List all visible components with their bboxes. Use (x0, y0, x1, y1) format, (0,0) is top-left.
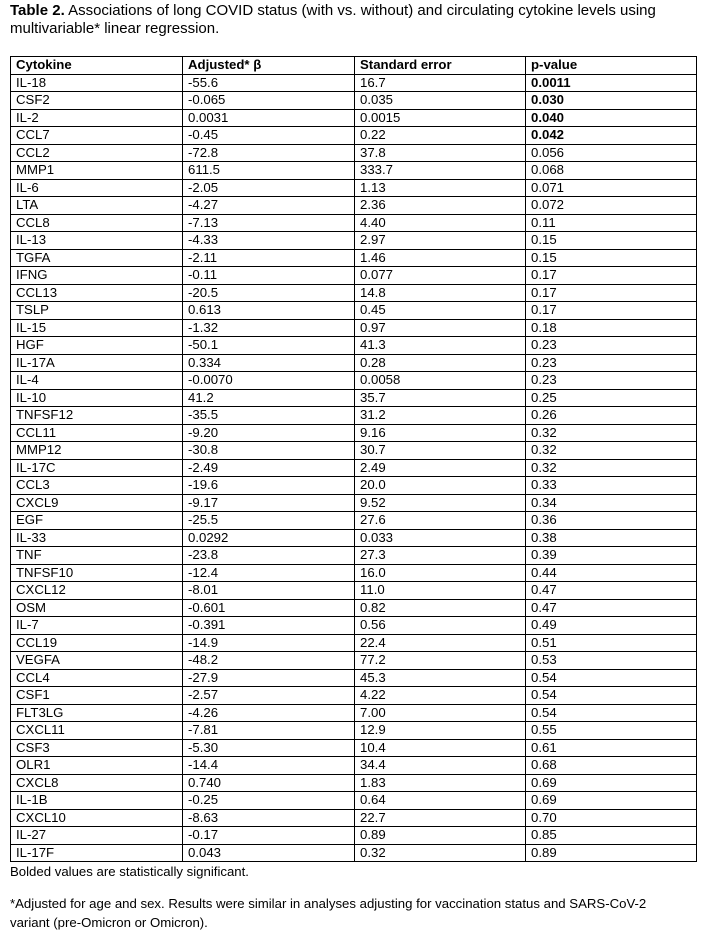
cell-standard-error: 10.4 (355, 739, 526, 757)
cell-standard-error: 16.7 (355, 74, 526, 92)
cell-adjusted-beta: 0.0031 (183, 109, 355, 127)
cell-adjusted-beta: -14.9 (183, 634, 355, 652)
cell-cytokine: MMP12 (11, 442, 183, 460)
cell-adjusted-beta: 41.2 (183, 389, 355, 407)
cell-standard-error: 31.2 (355, 407, 526, 425)
cell-cytokine: CCL13 (11, 284, 183, 302)
cell-p-value: 0.0011 (526, 74, 697, 92)
header-p-value: p-value (526, 57, 697, 75)
cell-standard-error: 27.6 (355, 512, 526, 530)
header-adjusted-beta: Adjusted* β (183, 57, 355, 75)
cell-standard-error: 35.7 (355, 389, 526, 407)
cell-adjusted-beta: -20.5 (183, 284, 355, 302)
cell-standard-error: 77.2 (355, 652, 526, 670)
cell-cytokine: TSLP (11, 302, 183, 320)
table-row (11, 792, 697, 810)
table-row (11, 407, 697, 425)
cell-adjusted-beta: -27.9 (183, 669, 355, 687)
cell-adjusted-beta: -7.13 (183, 214, 355, 232)
cell-p-value: 0.11 (526, 214, 697, 232)
cell-p-value: 0.69 (526, 792, 697, 810)
cell-standard-error: 9.52 (355, 494, 526, 512)
table-row (11, 739, 697, 757)
table-row (11, 617, 697, 635)
cell-p-value: 0.55 (526, 722, 697, 740)
cell-adjusted-beta: -9.17 (183, 494, 355, 512)
cell-cytokine: TNFSF10 (11, 564, 183, 582)
cell-standard-error: 0.0058 (355, 372, 526, 390)
table-row (11, 214, 697, 232)
table-row (11, 827, 697, 845)
cell-cytokine: IL-17C (11, 459, 183, 477)
cell-p-value: 0.040 (526, 109, 697, 127)
cell-p-value: 0.25 (526, 389, 697, 407)
cell-adjusted-beta: -4.33 (183, 232, 355, 250)
cell-standard-error: 1.83 (355, 774, 526, 792)
cell-p-value: 0.47 (526, 582, 697, 600)
cell-p-value: 0.85 (526, 827, 697, 845)
cell-adjusted-beta: -0.391 (183, 617, 355, 635)
cell-adjusted-beta: -2.57 (183, 687, 355, 705)
cell-p-value: 0.32 (526, 424, 697, 442)
cell-cytokine: IL-15 (11, 319, 183, 337)
cell-cytokine: IL-27 (11, 827, 183, 845)
adjustment-footnote: *Adjusted for age and sex. Results were similar in analyses adjusting for vaccination status and SARS-CoV-2 variant (pre-Omicron or Omicron). (10, 896, 647, 930)
cell-adjusted-beta: 0.740 (183, 774, 355, 792)
table-row (11, 529, 697, 547)
table-row (11, 669, 697, 687)
cell-p-value: 0.69 (526, 774, 697, 792)
cell-p-value: 0.38 (526, 529, 697, 547)
cell-p-value: 0.70 (526, 809, 697, 827)
table-row (11, 127, 697, 145)
cell-standard-error: 0.0015 (355, 109, 526, 127)
cell-p-value: 0.47 (526, 599, 697, 617)
cell-adjusted-beta: -25.5 (183, 512, 355, 530)
table-caption (10, 0, 696, 38)
cell-adjusted-beta: -0.065 (183, 92, 355, 110)
cell-cytokine: CXCL10 (11, 809, 183, 827)
cell-standard-error: 16.0 (355, 564, 526, 582)
cell-p-value: 0.15 (526, 249, 697, 267)
cell-cytokine: OLR1 (11, 757, 183, 775)
cell-standard-error: 0.56 (355, 617, 526, 635)
cell-adjusted-beta: -5.30 (183, 739, 355, 757)
cell-adjusted-beta: -19.6 (183, 477, 355, 495)
cell-standard-error: 2.97 (355, 232, 526, 250)
cell-adjusted-beta: -23.8 (183, 547, 355, 565)
cell-cytokine: CCL8 (11, 214, 183, 232)
cell-p-value: 0.49 (526, 617, 697, 635)
cell-standard-error: 2.36 (355, 197, 526, 215)
cell-adjusted-beta: -30.8 (183, 442, 355, 460)
cell-p-value: 0.17 (526, 267, 697, 285)
cell-adjusted-beta: -2.49 (183, 459, 355, 477)
cell-p-value: 0.44 (526, 564, 697, 582)
cell-cytokine: IL-13 (11, 232, 183, 250)
table-row (11, 424, 697, 442)
cell-standard-error: 7.00 (355, 704, 526, 722)
cell-standard-error: 0.22 (355, 127, 526, 145)
cell-standard-error: 27.3 (355, 547, 526, 565)
cell-cytokine: OSM (11, 599, 183, 617)
table-row (11, 652, 697, 670)
cell-cytokine: CSF2 (11, 92, 183, 110)
cell-cytokine: EGF (11, 512, 183, 530)
table-row (11, 92, 697, 110)
table-row (11, 844, 697, 862)
cell-standard-error: 1.46 (355, 249, 526, 267)
table-row (11, 809, 697, 827)
cell-standard-error: 20.0 (355, 477, 526, 495)
cell-p-value: 0.39 (526, 547, 697, 565)
cell-standard-error: 0.45 (355, 302, 526, 320)
cell-cytokine: FLT3LG (11, 704, 183, 722)
table-row (11, 319, 697, 337)
table-row (11, 512, 697, 530)
cell-p-value: 0.36 (526, 512, 697, 530)
cell-standard-error: 22.7 (355, 809, 526, 827)
cell-p-value: 0.056 (526, 144, 697, 162)
cell-cytokine: IL-10 (11, 389, 183, 407)
table-row (11, 687, 697, 705)
cell-standard-error: 45.3 (355, 669, 526, 687)
cell-p-value: 0.17 (526, 284, 697, 302)
cell-adjusted-beta: -35.5 (183, 407, 355, 425)
cell-adjusted-beta: -8.63 (183, 809, 355, 827)
cell-standard-error: 333.7 (355, 162, 526, 180)
cell-cytokine: LTA (11, 197, 183, 215)
cell-p-value: 0.071 (526, 179, 697, 197)
cell-p-value: 0.23 (526, 354, 697, 372)
cell-p-value: 0.068 (526, 162, 697, 180)
table-row (11, 582, 697, 600)
table-row (11, 547, 697, 565)
cell-cytokine: CSF3 (11, 739, 183, 757)
cell-adjusted-beta: -2.11 (183, 249, 355, 267)
table-row (11, 74, 697, 92)
cell-adjusted-beta: 0.043 (183, 844, 355, 862)
significance-footnote: Bolded values are statistically significant. (10, 864, 249, 879)
cell-adjusted-beta: 0.334 (183, 354, 355, 372)
table-row (11, 232, 697, 250)
cell-standard-error: 2.49 (355, 459, 526, 477)
cell-p-value: 0.54 (526, 704, 697, 722)
cell-cytokine: VEGFA (11, 652, 183, 670)
cell-p-value: 0.23 (526, 337, 697, 355)
cell-standard-error: 41.3 (355, 337, 526, 355)
cell-p-value: 0.18 (526, 319, 697, 337)
cell-cytokine: CCL7 (11, 127, 183, 145)
cell-cytokine: TNF (11, 547, 183, 565)
cell-standard-error: 14.8 (355, 284, 526, 302)
table-row (11, 774, 697, 792)
cell-p-value: 0.17 (526, 302, 697, 320)
table-body (11, 74, 697, 862)
cell-cytokine: MMP1 (11, 162, 183, 180)
cell-p-value: 0.072 (526, 197, 697, 215)
header-standard-error: Standard error (355, 57, 526, 75)
table-row (11, 442, 697, 460)
cell-adjusted-beta: -7.81 (183, 722, 355, 740)
header-cytokine: Cytokine (11, 57, 183, 75)
table-header-row (11, 57, 697, 75)
cell-standard-error: 0.32 (355, 844, 526, 862)
cell-adjusted-beta: -4.27 (183, 197, 355, 215)
cell-adjusted-beta: -0.45 (183, 127, 355, 145)
cell-p-value: 0.32 (526, 459, 697, 477)
cell-standard-error: 0.89 (355, 827, 526, 845)
cell-cytokine: CCL2 (11, 144, 183, 162)
table-row (11, 634, 697, 652)
cell-cytokine: TGFA (11, 249, 183, 267)
table-row (11, 109, 697, 127)
cell-adjusted-beta: -12.4 (183, 564, 355, 582)
cell-p-value: 0.23 (526, 372, 697, 390)
table-row (11, 337, 697, 355)
cell-p-value: 0.34 (526, 494, 697, 512)
cell-standard-error: 34.4 (355, 757, 526, 775)
cell-adjusted-beta: 0.0292 (183, 529, 355, 547)
table-row (11, 459, 697, 477)
cell-p-value: 0.51 (526, 634, 697, 652)
cell-standard-error: 30.7 (355, 442, 526, 460)
cell-standard-error: 0.97 (355, 319, 526, 337)
table-row (11, 302, 697, 320)
cytokine-table (10, 56, 697, 862)
cell-standard-error: 0.64 (355, 792, 526, 810)
cell-standard-error: 1.13 (355, 179, 526, 197)
cell-cytokine: CXCL12 (11, 582, 183, 600)
cell-p-value: 0.32 (526, 442, 697, 460)
cell-standard-error: 0.033 (355, 529, 526, 547)
cell-adjusted-beta: 0.613 (183, 302, 355, 320)
cell-adjusted-beta: -0.25 (183, 792, 355, 810)
cell-cytokine: IL-2 (11, 109, 183, 127)
cell-cytokine: IL-33 (11, 529, 183, 547)
cell-adjusted-beta: -50.1 (183, 337, 355, 355)
cell-adjusted-beta: -2.05 (183, 179, 355, 197)
cell-adjusted-beta: -1.32 (183, 319, 355, 337)
table-row (11, 249, 697, 267)
cell-cytokine: IL-17A (11, 354, 183, 372)
table-row (11, 564, 697, 582)
cell-p-value: 0.89 (526, 844, 697, 862)
cell-adjusted-beta: -0.601 (183, 599, 355, 617)
table-title: Associations of long COVID status (with vs. without) and circulating cytokine levels using multivariable* linear regression. (10, 2, 656, 37)
table-row (11, 372, 697, 390)
cell-cytokine: IL-6 (11, 179, 183, 197)
cell-adjusted-beta: -14.4 (183, 757, 355, 775)
cell-standard-error: 12.9 (355, 722, 526, 740)
cell-cytokine: IL-4 (11, 372, 183, 390)
cell-cytokine: IL-17F (11, 844, 183, 862)
cell-adjusted-beta: -0.0070 (183, 372, 355, 390)
cell-adjusted-beta: -4.26 (183, 704, 355, 722)
cell-cytokine: CCL3 (11, 477, 183, 495)
cell-cytokine: CSF1 (11, 687, 183, 705)
cell-cytokine: CXCL9 (11, 494, 183, 512)
table-row (11, 757, 697, 775)
cell-standard-error: 0.077 (355, 267, 526, 285)
cell-adjusted-beta: -8.01 (183, 582, 355, 600)
cell-cytokine: IL-1B (11, 792, 183, 810)
table-row (11, 599, 697, 617)
table-row (11, 197, 697, 215)
table-row (11, 179, 697, 197)
table-row (11, 722, 697, 740)
table-row (11, 284, 697, 302)
table-row (11, 704, 697, 722)
cell-standard-error: 37.8 (355, 144, 526, 162)
cell-standard-error: 4.22 (355, 687, 526, 705)
cell-p-value: 0.33 (526, 477, 697, 495)
cell-adjusted-beta: -72.8 (183, 144, 355, 162)
table-row (11, 162, 697, 180)
cell-cytokine: IL-18 (11, 74, 183, 92)
table-label: Table 2. (10, 2, 65, 19)
cell-cytokine: IL-7 (11, 617, 183, 635)
cell-adjusted-beta: -9.20 (183, 424, 355, 442)
cell-p-value: 0.61 (526, 739, 697, 757)
cell-adjusted-beta: -0.11 (183, 267, 355, 285)
table-row (11, 494, 697, 512)
cell-p-value: 0.54 (526, 669, 697, 687)
cell-cytokine: CXCL11 (11, 722, 183, 740)
cell-adjusted-beta: -55.6 (183, 74, 355, 92)
cell-cytokine: CCL19 (11, 634, 183, 652)
cell-adjusted-beta: -48.2 (183, 652, 355, 670)
cell-p-value: 0.26 (526, 407, 697, 425)
table-row (11, 144, 697, 162)
cell-p-value: 0.030 (526, 92, 697, 110)
cell-cytokine: IFNG (11, 267, 183, 285)
cell-cytokine: CXCL8 (11, 774, 183, 792)
cell-adjusted-beta: -0.17 (183, 827, 355, 845)
cell-adjusted-beta: 611.5 (183, 162, 355, 180)
cell-standard-error: 0.035 (355, 92, 526, 110)
cell-standard-error: 0.82 (355, 599, 526, 617)
cell-p-value: 0.53 (526, 652, 697, 670)
table-row (11, 477, 697, 495)
table-row (11, 389, 697, 407)
table-row (11, 267, 697, 285)
cell-standard-error: 4.40 (355, 214, 526, 232)
cell-cytokine: CCL11 (11, 424, 183, 442)
cell-p-value: 0.042 (526, 127, 697, 145)
cell-p-value: 0.54 (526, 687, 697, 705)
cell-cytokine: TNFSF12 (11, 407, 183, 425)
cell-cytokine: CCL4 (11, 669, 183, 687)
cell-standard-error: 11.0 (355, 582, 526, 600)
cell-standard-error: 0.28 (355, 354, 526, 372)
cell-standard-error: 9.16 (355, 424, 526, 442)
cell-p-value: 0.68 (526, 757, 697, 775)
table-row (11, 354, 697, 372)
cell-standard-error: 22.4 (355, 634, 526, 652)
cell-cytokine: HGF (11, 337, 183, 355)
cell-p-value: 0.15 (526, 232, 697, 250)
